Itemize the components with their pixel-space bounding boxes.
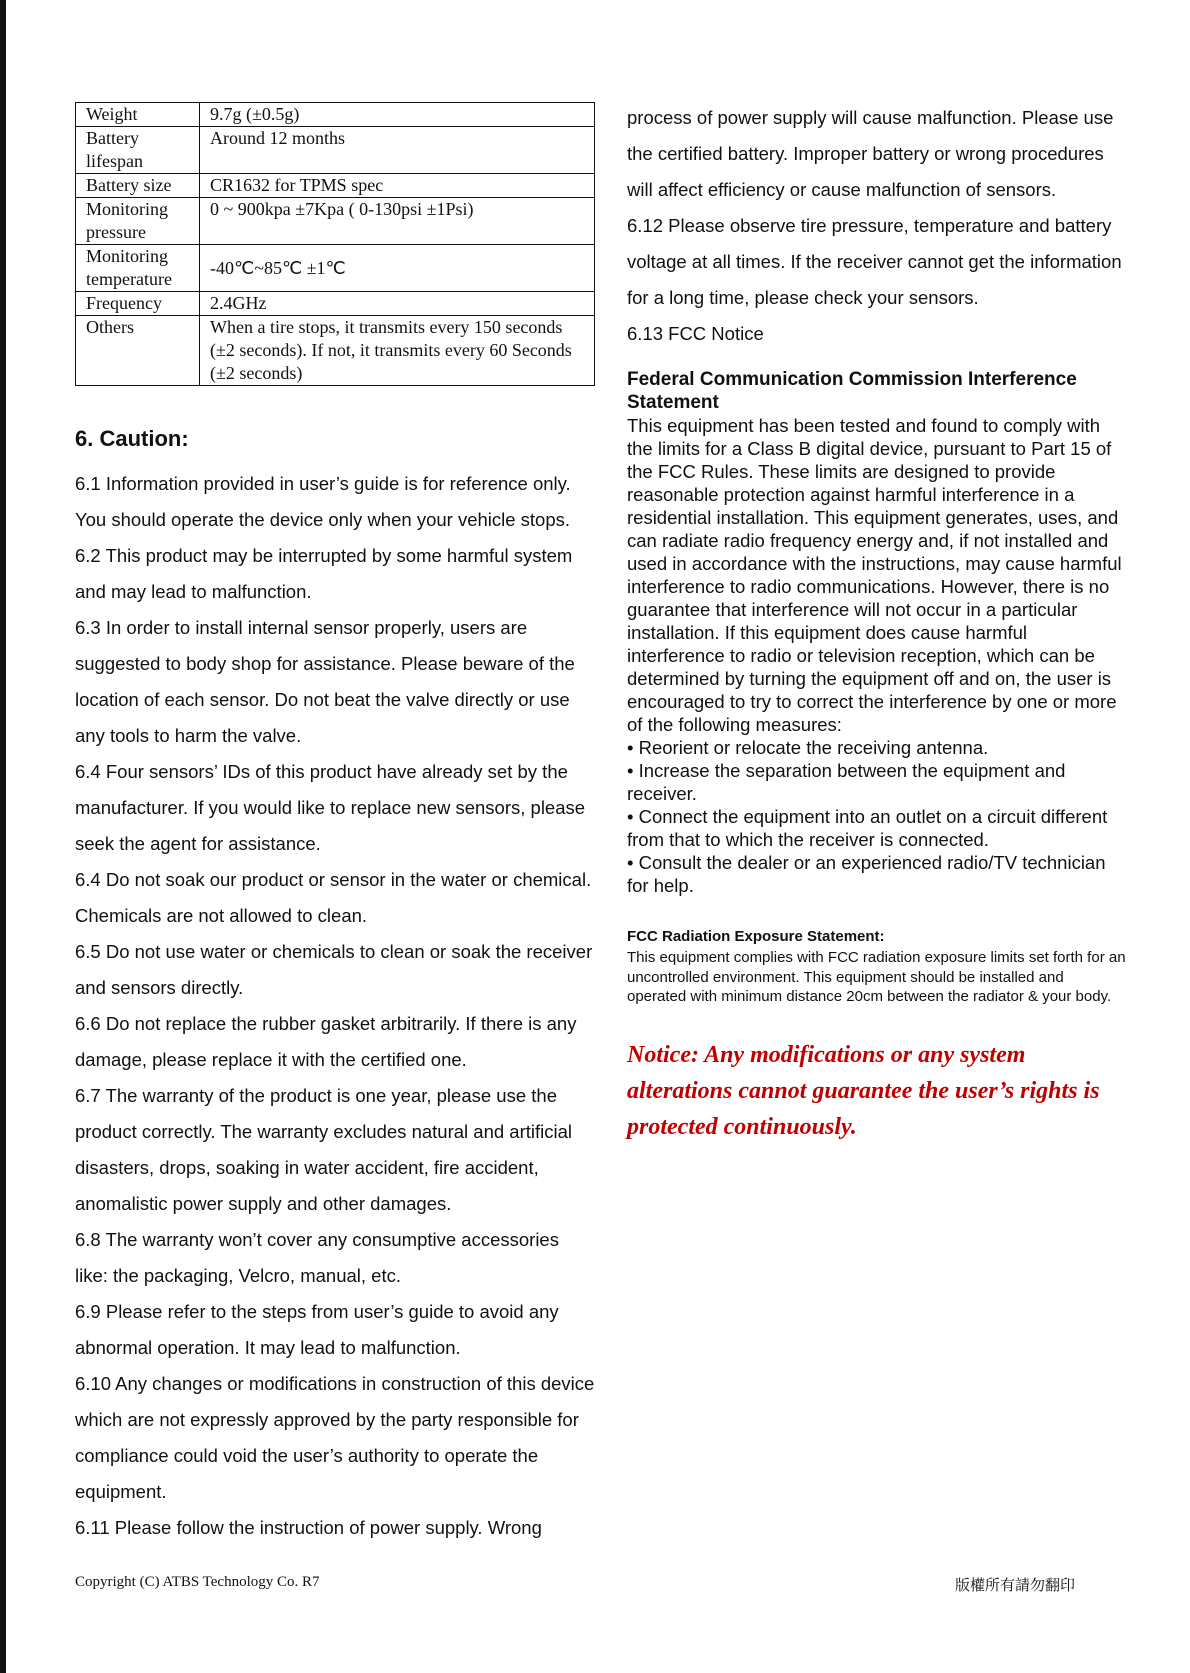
spec-key: Monitoring pressure	[76, 198, 200, 245]
caution-item: 6.9 Please refer to the steps from user’s guide to avoid any abnormal operation. It may lead to malfunction.	[75, 1301, 559, 1358]
fcc-measure: • Reorient or relocate the receiving antenna.	[627, 737, 989, 758]
right-column	[627, 102, 1127, 1145]
power-supply-continuation: process of power supply will cause malfunction. Please use the certified battery. Improper battery or wrong procedures will affect efficiency or cause malfunction of sensors.	[627, 107, 1114, 200]
spec-key: Battery lifespan	[76, 127, 200, 174]
caution-item: 6.8 The warranty won’t cover any consumptive accessories like: the packaging, Velcro, manual, etc.	[75, 1229, 559, 1286]
caution-heading: 6. Caution:	[75, 426, 189, 451]
notice-text: Notice: Any modifications or any system alterations cannot guarantee the user’s rights is protected continuously.	[627, 1041, 1100, 1140]
left-column	[75, 102, 595, 1546]
caution-item: 6.11 Please follow the instruction of power supply. Wrong	[75, 1517, 542, 1538]
table-row	[76, 174, 595, 198]
spec-value: CR1632 for TPMS spec	[200, 174, 595, 198]
caution-item-6-12: 6.12 Please observe tire pressure, temperature and battery voltage at all times. If the receiver cannot get the information for a long time, please check your sensors.	[627, 215, 1122, 308]
fcc-statement-title: Federal Communication Commission Interference Statement	[627, 369, 1077, 413]
radiation-exposure-title: FCC Radiation Exposure Statement:	[627, 928, 885, 945]
footer-chinese-notice: 版權所有請勿翻印	[955, 1576, 1076, 1594]
table-row	[76, 127, 595, 174]
spec-value: -40℃~85℃ ±1℃	[200, 245, 595, 292]
caution-item: 6.2 This product may be interrupted by some harmful system and may lead to malfunction.	[75, 545, 573, 602]
table-row	[76, 292, 595, 316]
spec-key: Weight	[76, 103, 200, 127]
table-row	[76, 103, 595, 127]
spec-value: Around 12 months	[200, 127, 595, 174]
fcc-measure: • Increase the separation between the equipment and receiver.	[627, 760, 1066, 804]
footer-copyright: Copyright (C) ATBS Technology Co. R7	[75, 1574, 320, 1590]
fcc-measure: • Consult the dealer or an experienced radio/TV technician for help.	[627, 852, 1106, 896]
caution-item: 6.1 Information provided in user’s guide is for reference only. You should operate the device only when your vehicle stops.	[75, 473, 571, 530]
spec-table	[75, 102, 595, 386]
caution-item: 6.5 Do not use water or chemicals to clean or soak the receiver and sensors directly.	[75, 941, 593, 998]
spec-value: 0 ~ 900kpa ±7Kpa ( 0-130psi ±1Psi)	[200, 198, 595, 245]
caution-item: 6.4 Four sensors’ IDs of this product have already set by the manufacturer. If you would like to replace new sensors, please seek the agent for assistance.	[75, 761, 586, 854]
caution-item: 6.6 Do not replace the rubber gasket arbitrarily. If there is any damage, please replace it with the certified one.	[75, 1013, 577, 1070]
spec-key: Battery size	[76, 174, 200, 198]
spec-key: Others	[76, 316, 200, 386]
table-row	[76, 316, 595, 386]
fcc-measure: • Connect the equipment into an outlet on a circuit different from that to which the receiver is connected.	[627, 806, 1108, 850]
spec-value: 9.7g (±0.5g)	[200, 103, 595, 127]
fcc-statement-body	[627, 414, 1127, 897]
caution-item: 6.7 The warranty of the product is one year, please use the product correctly. The warranty excludes natural and artificial disasters, drops, soaking in water accident, fire accident, anomalistic power supply and other damages.	[75, 1085, 572, 1214]
caution-item-6-13: 6.13 FCC Notice	[627, 323, 764, 344]
table-row	[76, 198, 595, 245]
radiation-exposure-body: This equipment complies with FCC radiation exposure limits set forth for an uncontrolled environment. This equipment should be installed and operated with minimum distance 20cm between the radiator & your body.	[627, 949, 1126, 1005]
spec-value: When a tire stops, it transmits every 150 seconds (±2 seconds). If not, it transmits every 60 Seconds (±2 seconds)	[200, 316, 595, 386]
spec-key: Frequency	[76, 292, 200, 316]
spec-key: Monitoring temperature	[76, 245, 200, 292]
page-edge-shadow	[0, 0, 6, 1673]
caution-item: 6.10 Any changes or modifications in construction of this device which are not expressly approved by the party responsible for compliance could void the user’s authority to operate the equipment.	[75, 1373, 595, 1502]
caution-item: 6.4 Do not soak our product or sensor in the water or chemical. Chemicals are not allowed to clean.	[75, 869, 592, 926]
spec-value: 2.4GHz	[200, 292, 595, 316]
table-row	[76, 245, 595, 292]
fcc-statement-text: This equipment has been tested and found to comply with the limits for a Class B digital device, pursuant to Part 15 of the FCC Rules. These limits are designed to provide reasonable protection against harmful interference in a residential installation. This equipment generates, uses, and can radiate radio frequency energy and, if not installed and used in accordance with the instructions, may cause harmful interference to radio communications. However, there is no guarantee that interference will not occur in a particular installation. If this equipment does cause harmful interference to radio or television reception, which can be determined by turning the equipment off and on, the user is encouraged to try to correct the interference by one or more of the following measures:	[627, 415, 1122, 735]
caution-item: 6.3 In order to install internal sensor properly, users are suggested to body shop for assistance. Please beware of the location of each sensor. Do not beat the valve directly or use any tools to harm the valve.	[75, 617, 575, 746]
